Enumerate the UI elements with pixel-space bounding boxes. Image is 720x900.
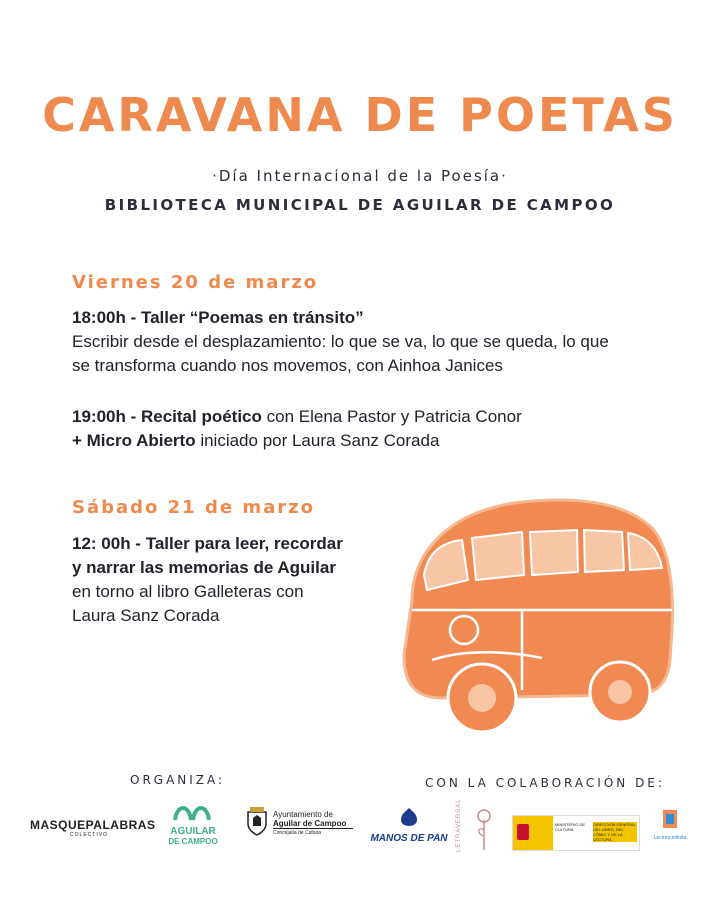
masquepalabras-logo: MASQUEPALABRAS COLECTIVO [30,818,156,838]
coat-of-arms-icon [246,806,268,836]
event-title: 19:00h - Recital poético [72,407,262,426]
ministerio-logo: MINISTERIO DE CULTURA DIRECCIÓN GENERAL DEL LIBRO, DEL CÓMIC Y DE LA LECTURA [512,815,640,851]
book-icon [661,808,679,830]
colaboracion-label: CON LA COLABORACIÓN DE: [425,776,665,790]
day-heading-saturday: Sábado 21 de marzo [72,497,315,518]
ayuntamiento-logo [246,806,268,841]
poster-title: CARAVANA DE POETAS [42,88,678,142]
day-heading-friday: Viernes 20 de marzo [72,272,319,293]
event-extra-description: iniciado por Laura Sanz Corada [195,431,440,450]
spain-flag-block [513,816,553,850]
event-extra-title: + Micro Abierto [72,431,196,450]
event-description-line: se transforma cuando nos movemos, con Ainhoa Janices [72,356,503,375]
event-title: 18:00h - Taller “Poemas en tránsito” [72,308,364,327]
manos-de-pan-logo: MANOS DE PAN [368,806,450,844]
event-title-line: 12: 00h - Taller para leer, recordar [72,534,343,553]
aguilar-logo: AGUILAR DE CAMPOO [162,800,224,847]
lectura-infinita-logo: Lectura infinita [650,808,690,841]
event-saturday-1 [72,532,402,628]
aguilar-arch-icon [171,800,215,822]
event-friday-2 [72,405,692,453]
van-illustration [372,480,692,750]
event-description-line: Escribir desde el desplazamiento: lo que se va, lo que se queda, lo que [72,332,609,351]
letraversal-logo: LETRAVERSAL [456,798,462,852]
event-description: con Elena Pastor y Patricia Conor [261,407,522,426]
flower-icon [470,806,498,852]
organiza-label: ORGANIZA: [130,773,226,787]
event-title-line: y narrar las memorias de Aguilar [72,558,336,577]
event-description-line: en torno al libro Galleteras con [72,582,304,601]
ayuntamiento-text: Ayuntamiento de Aguilar de Campoo Concejalía de Cultura [273,810,353,838]
hands-icon [397,806,421,828]
poster-subtitle: ·Día Internacional de la Poesía· [212,167,508,185]
venue-name: BIBLIOTECA MUNICIPAL DE AGUILAR DE CAMPOO [104,196,616,214]
event-friday-1 [72,306,692,378]
event-description-line: Laura Sanz Corada [72,606,220,625]
